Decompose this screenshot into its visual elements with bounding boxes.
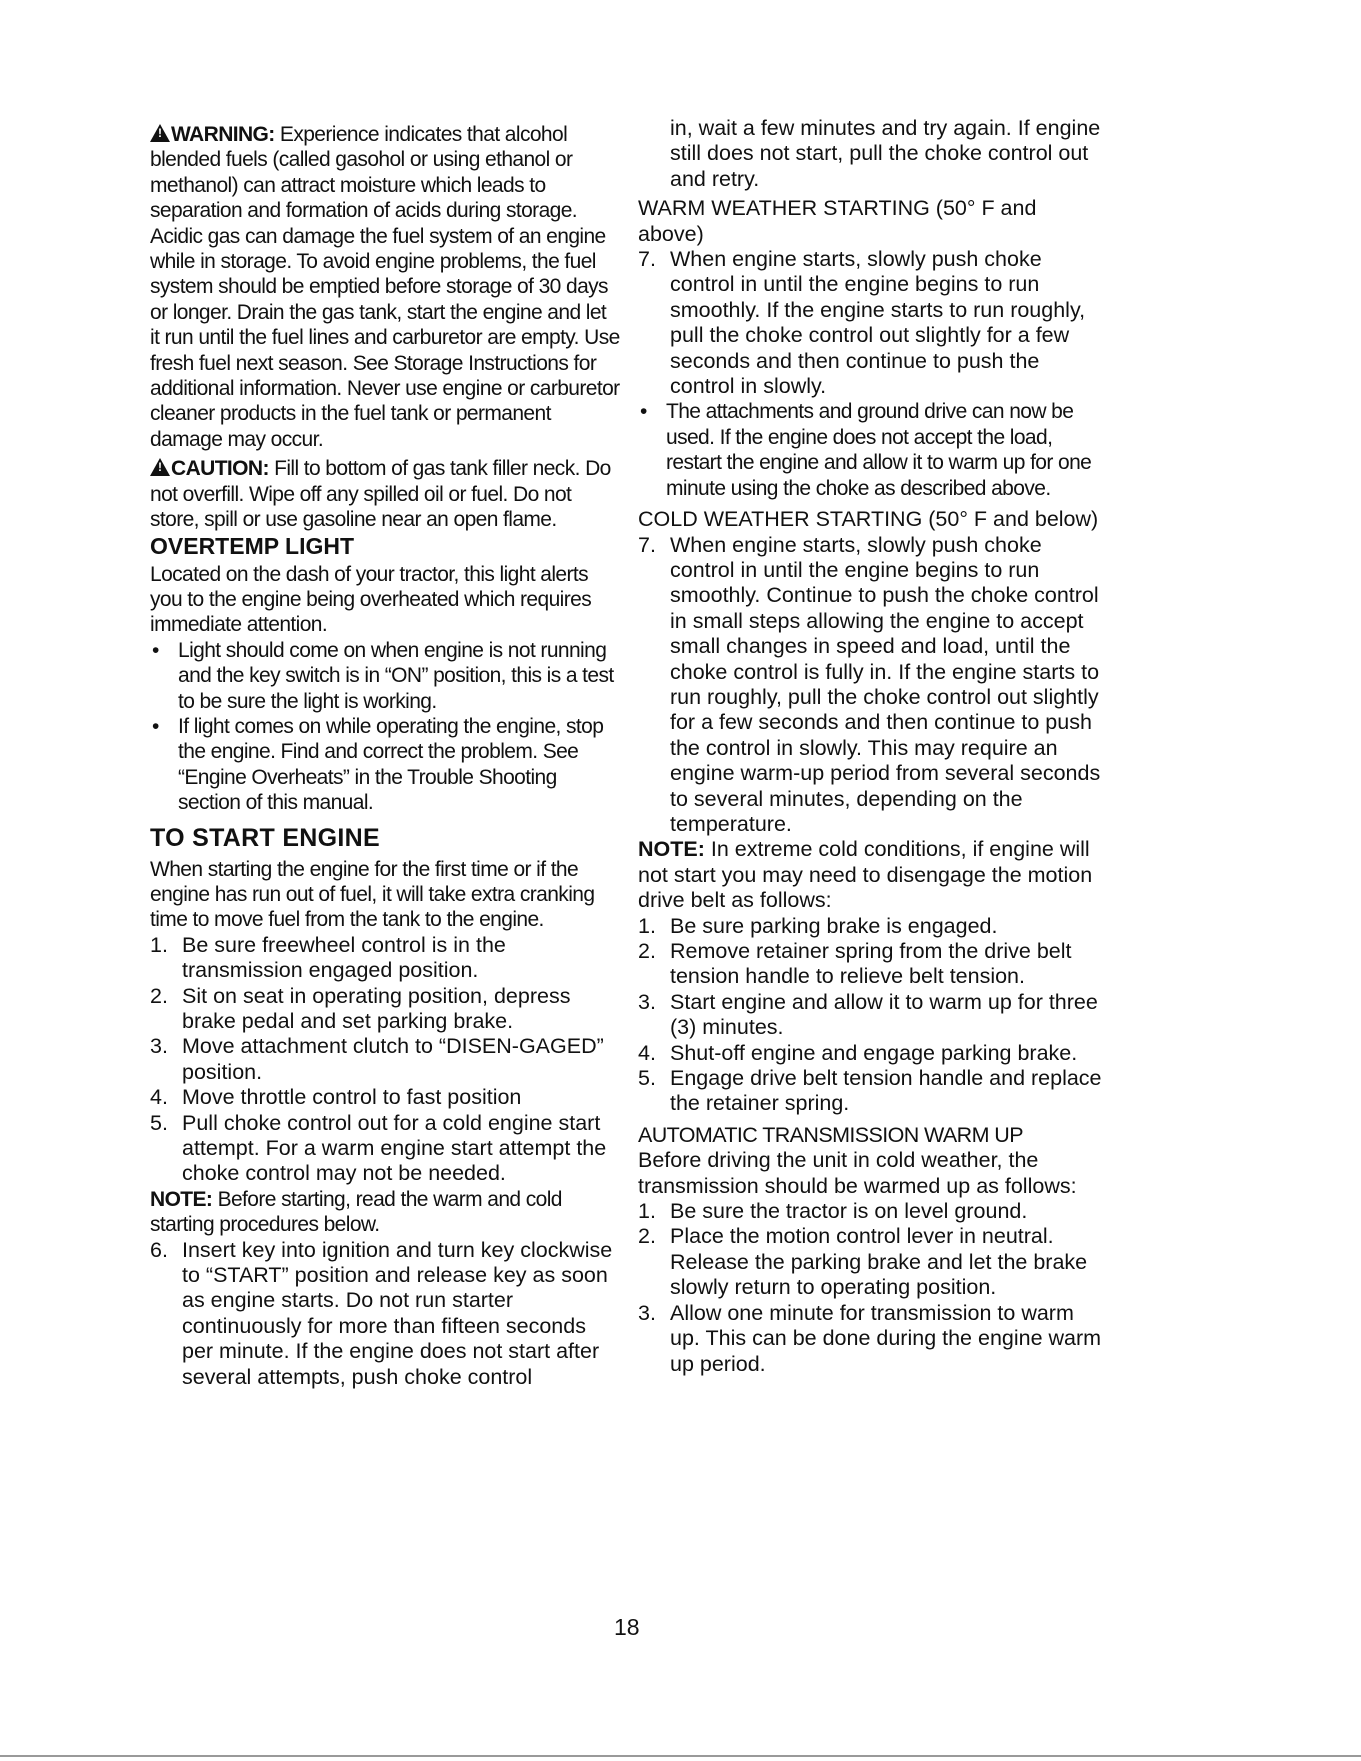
step-number: 5. <box>638 1066 656 1091</box>
step-number: 7. <box>638 247 656 272</box>
step-text: Be sure parking brake is engaged. <box>670 913 998 938</box>
step-text: Be sure the tractor is on level ground. <box>670 1199 1028 1224</box>
note-text: Before starting, read the warm and cold starting procedures below. <box>150 1187 562 1237</box>
auto-transmission-heading: AUTOMATIC TRANSMISSION WARM UP <box>638 1122 1023 1147</box>
step-number: 4. <box>150 1085 168 1110</box>
start-engine-intro: When starting the engine for the first time or if the engine has run out of fuel, it will take extra cranking time to move fuel from the tank to the engine. <box>150 857 595 932</box>
overtemp-bullet <box>150 714 620 816</box>
bullet-icon: • <box>640 400 647 424</box>
step-text: Shut-off engine and engage parking brake. <box>670 1040 1078 1065</box>
right-column <box>638 116 1108 1377</box>
warning-triangle-icon <box>150 124 170 142</box>
overtemp-heading: OVERTEMP LIGHT <box>150 532 355 559</box>
auto-transmission-intro: Before driving the unit in cold weather, the transmission should be warmed up as follows: <box>638 1148 1077 1198</box>
warm-step <box>638 247 1108 399</box>
step-text: When engine starts, slowly push choke control in until the engine begins to run smoothly. If the engine starts to run roughly, pull the choke control out slightly for a few seconds and then continue to push the control in slowly. <box>670 247 1086 399</box>
step-text: Move attachment clutch to “DISEN-GAGED” position. <box>182 1034 604 1084</box>
bullet-icon: • <box>152 714 159 738</box>
step-number: 7. <box>638 532 656 557</box>
start-step <box>150 933 620 984</box>
overtemp-bullet-text: If light comes on while operating the engine, stop the engine. Find and correct the problem. See “Engine Overheats” in the Trouble Shooting section of this manual. <box>178 714 604 815</box>
step-text: Place the motion control lever in neutral. Release the parking brake and let the brake slowly return to operating position. <box>670 1224 1088 1300</box>
step-number: 1. <box>638 913 656 938</box>
step-number: 3. <box>150 1034 168 1059</box>
auto-step <box>638 1224 1108 1300</box>
step-text: Sit on seat in operating position, depress brake pedal and set parking brake. <box>182 983 571 1033</box>
note-step <box>638 1066 1108 1117</box>
start-step <box>150 1034 620 1085</box>
auto-step <box>638 1199 1108 1224</box>
caution-text: Fill to bottom of gas tank filler neck. Do not overfill. Wipe off any spilled oil or fuel. Do not store, spill or use gasoline near an open flame. <box>150 457 611 532</box>
note-step <box>638 1041 1108 1066</box>
bullet-icon: • <box>152 638 159 662</box>
step-number: 4. <box>638 1040 656 1065</box>
start-engine-heading: TO START ENGINE <box>150 823 380 852</box>
step-text: Start engine and allow it to warm up for three (3) minutes. <box>670 989 1098 1040</box>
cold-step <box>638 533 1108 838</box>
step-text: Engage drive belt tension handle and replace the retainer spring. <box>670 1066 1102 1116</box>
step-number: 2. <box>638 1224 656 1249</box>
warning-paragraph <box>150 122 620 452</box>
page-number: 18 <box>614 1614 640 1640</box>
note-step <box>638 939 1108 990</box>
step-number: 3. <box>638 1300 656 1325</box>
step-number: 6. <box>150 1237 168 1262</box>
overtemp-intro: Located on the dash of your tractor, this light alerts you to the engine being overheated which requires immediate attention. <box>150 562 592 637</box>
note-label: NOTE: <box>150 1187 213 1211</box>
note-step <box>638 990 1108 1041</box>
warm-weather-heading: WARM WEATHER STARTING (50° F and above) <box>638 196 1037 246</box>
note-label: NOTE: <box>638 837 705 862</box>
step-number: 5. <box>150 1110 168 1135</box>
caution-label: CAUTION: <box>171 457 269 481</box>
cold-note <box>638 837 1108 913</box>
warning-label: WARNING: <box>171 123 275 146</box>
warm-bullet <box>638 399 1108 501</box>
note-step <box>638 914 1108 939</box>
step-text: Move throttle control to fast position <box>182 1085 522 1110</box>
warm-bullet-text: The attachments and ground drive can now be used. If the engine does not accept the load, restart the engine and allow it to warm up for one minute using the choke as described above. <box>666 400 1092 500</box>
start-step <box>150 1238 620 1390</box>
bottom-divider <box>0 1755 1361 1757</box>
cold-weather-heading: COLD WEATHER STARTING (50° F and below) <box>638 507 1099 532</box>
step-number: 1. <box>150 932 168 957</box>
start-step <box>150 1085 620 1110</box>
step-text: Pull choke control out for a cold engine start attempt. For a warm engine start attempt the choke control may not be needed. <box>182 1110 607 1186</box>
step-number: 3. <box>638 989 656 1014</box>
caution-triangle-icon <box>150 458 170 476</box>
start-step <box>150 984 620 1035</box>
overtemp-bullet <box>150 638 620 714</box>
warning-text: Experience indicates that alcohol blended fuels (called gasohol or using ethanol or methanol) can attract moisture which leads to separation and formation of acids during storage. Acidic gas can damage the fuel system of an engine while in storage. To avoid engine problems, the fuel system should be emptied before storage of 30 days or longer. Drain the gas tank, start the engine and let it run until the fuel lines and carburetor are empty. Use fresh fuel next season. See Storage Instructions for additional information. Never use engine or carburetor cleaner products in the fuel tank or permanent damage may occur. <box>150 123 620 451</box>
overtemp-bullet-text: Light should come on when engine is not running and the key switch is in “ON” position, this is a test to be sure the light is working. <box>178 638 614 713</box>
start-note <box>150 1187 620 1238</box>
step-number: 1. <box>638 1199 656 1224</box>
auto-step <box>638 1301 1108 1377</box>
step-text: Allow one minute for transmission to warm up. This can be done during the engine warm up period. <box>670 1300 1102 1376</box>
start-step <box>150 1111 620 1187</box>
step-number: 2. <box>150 983 168 1008</box>
caution-paragraph <box>150 456 620 532</box>
continued-text: in, wait a few minutes and try again. If engine still does not start, pull the choke control out and retry. <box>670 116 1101 191</box>
step-text: Be sure freewheel control is in the transmission engaged position. <box>182 932 506 983</box>
left-column <box>150 122 620 1390</box>
step-text: Insert key into ignition and turn key clockwise to “START” position and release key as soon as engine starts. Do not run starter continuously for more than fifteen seconds per minute. If the engine does not start after several attempts, push choke control <box>182 1237 613 1389</box>
note-text: In extreme cold conditions, if engine will not start you may need to disengage the motion drive belt as follows: <box>638 837 1093 913</box>
continued-text-block <box>638 116 1108 192</box>
step-text: Remove retainer spring from the drive belt tension handle to relieve belt tension. <box>670 939 1072 989</box>
step-text: When engine starts, slowly push choke control in until the engine begins to run smoothly. Continue to push the choke control in small steps allowing the engine to accept small changes in speed and load, until the choke control is fully in. If the engine starts to run roughly, pull the choke control out slightly for a few seconds and then continue to push the control in slowly. This may require an engine warm-up period from several seconds to several minutes, depending on the temperature. <box>670 532 1101 836</box>
step-number: 2. <box>638 939 656 963</box>
